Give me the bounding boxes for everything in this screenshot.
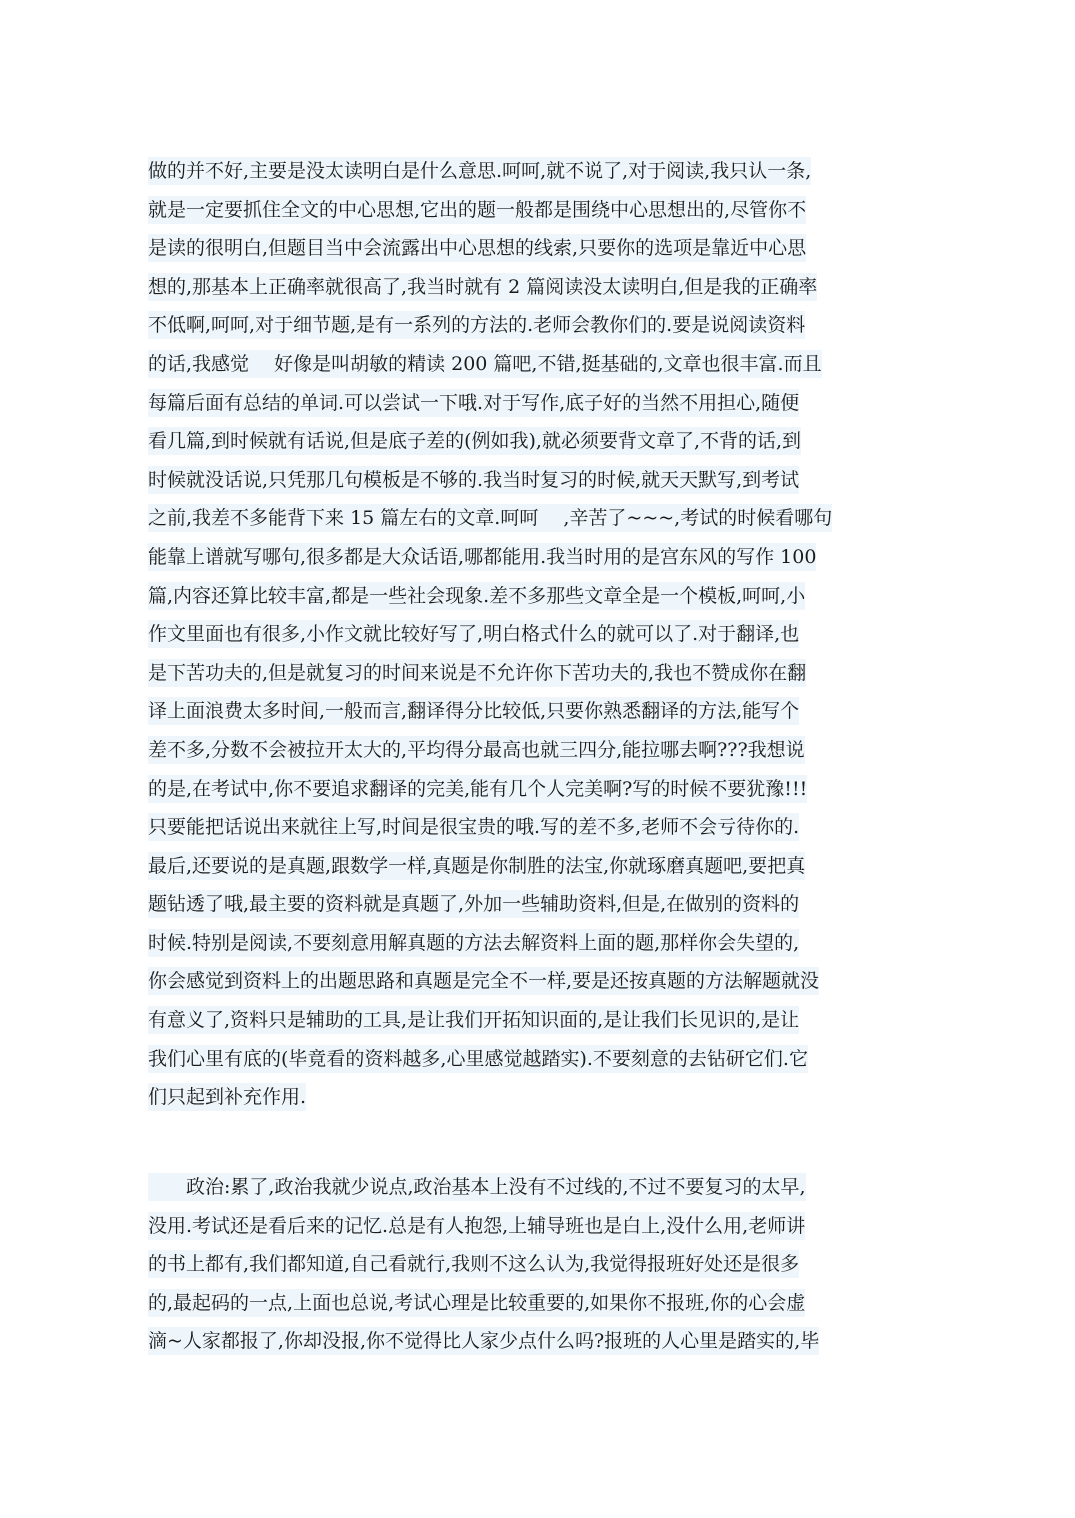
- paragraph-english-study: [148, 152, 938, 1117]
- text-line: 做的并不好,主要是没太读明白是什么意思.呵呵,就不说了,对于阅读,我只认一条,: [148, 152, 938, 191]
- text-line: 只要能把话说出来就往上写,时间是很宝贵的哦.写的差不多,老师不会亏待你的.: [148, 808, 938, 847]
- text-line: 的话,我感觉 好像是叫胡敏的精读 200 篇吧,不错,挺基础的,文章也很丰富.而且: [148, 345, 938, 384]
- text-line: 我们心里有底的(毕竟看的资料越多,心里感觉越踏实).不要刻意的去钻研它们.它: [148, 1040, 938, 1079]
- text-line: 时候就没话说,只凭那几句模板是不够的.我当时复习的时候,就天天默写,到考试: [148, 461, 938, 500]
- text-line: 题钻透了哦,最主要的资料就是真题了,外加一些辅助资料,但是,在做别的资料的: [148, 885, 938, 924]
- text-line: 之前,我差不多能背下来 15 篇左右的文章.呵呵 ,辛苦了~~~,考试的时候看哪句: [148, 499, 938, 538]
- text-line: 不低啊,呵呵,对于细节题,是有一系列的方法的.老师会教你们的.要是说阅读资料: [148, 306, 938, 345]
- text-line: 看几篇,到时候就有话说,但是底子差的(例如我),就必须要背文章了,不背的话,到: [148, 422, 938, 461]
- text-line: 是下苦功夫的,但是就复习的时间来说是不允许你下苦功夫的,我也不赞成你在翻: [148, 654, 938, 693]
- text-line: 你会感觉到资料上的出题思路和真题是完全不一样,要是还按真题的方法解题就没: [148, 962, 938, 1001]
- text-line: 政治:累了,政治我就少说点,政治基本上没有不过线的,不过不要复习的太早,: [148, 1168, 938, 1207]
- text-line: 就是一定要抓住全文的中心思想,它出的题一般都是围绕中心思想出的,尽管你不: [148, 191, 938, 230]
- text-line: 译上面浪费太多时间,一般而言,翻译得分比较低,只要你熟悉翻译的方法,能写个: [148, 692, 938, 731]
- text-line: 的是,在考试中,你不要追求翻译的完美,能有几个人完美啊?写的时候不要犹豫!!!: [148, 770, 938, 809]
- text-line: 滴~人家都报了,你却没报,你不觉得比人家少点什么吗?报班的人心里是踏实的,毕: [148, 1322, 938, 1361]
- text-line: 没用.考试还是看后来的记忆.总是有人抱怨,上辅导班也是白上,没什么用,老师讲: [148, 1207, 938, 1246]
- text-line: 想的,那基本上正确率就很高了,我当时就有 2 篇阅读没太读明白,但是我的正确率: [148, 268, 938, 307]
- text-line: 最后,还要说的是真题,跟数学一样,真题是你制胜的法宝,你就琢磨真题吧,要把真: [148, 847, 938, 886]
- text-line: 是读的很明白,但题目当中会流露出中心思想的线索,只要你的选项是靠近中心思: [148, 229, 938, 268]
- text-line: 时候.特别是阅读,不要刻意用解真题的方法去解资料上面的题,那样你会失望的,: [148, 924, 938, 963]
- paragraph-politics: [148, 1168, 938, 1361]
- text-line: 们只起到补充作用.: [148, 1078, 938, 1117]
- text-line: 的,最起码的一点,上面也总说,考试心理是比较重要的,如果你不报班,你的心会虚: [148, 1284, 938, 1323]
- text-line: 差不多,分数不会被拉开太大的,平均得分最高也就三四分,能拉哪去啊???我想说: [148, 731, 938, 770]
- text-line: 的书上都有,我们都知道,自己看就行,我则不这么认为,我觉得报班好处还是很多: [148, 1245, 938, 1284]
- text-line: 篇,内容还算比较丰富,都是一些社会现象.差不多那些文章全是一个模板,呵呵,小: [148, 577, 938, 616]
- text-line: 作文里面也有很多,小作文就比较好写了,明白格式什么的就可以了.对于翻译,也: [148, 615, 938, 654]
- text-line: 有意义了,资料只是辅助的工具,是让我们开拓知识面的,是让我们长见识的,是让: [148, 1001, 938, 1040]
- text-line: 能靠上谱就写哪句,很多都是大众话语,哪都能用.我当时用的是宫东风的写作 100: [148, 538, 938, 577]
- text-line: 每篇后面有总结的单词.可以尝试一下哦.对于写作,底子好的当然不用担心,随便: [148, 384, 938, 423]
